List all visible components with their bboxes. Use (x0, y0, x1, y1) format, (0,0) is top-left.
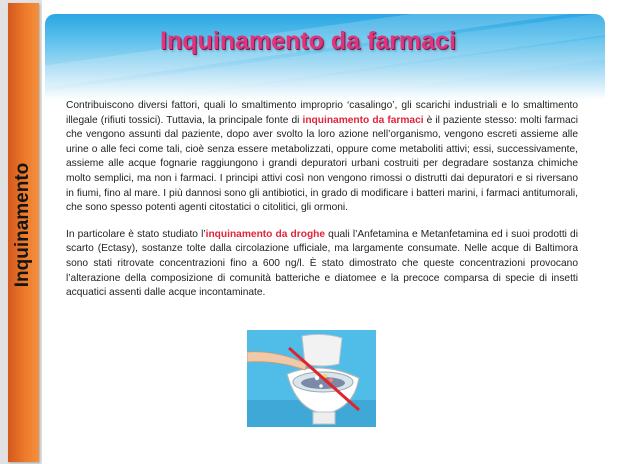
paragraph-2-text-b: quali l’Anfetamina e Metanfetamina ed i suoi prodotti di scarto (Ectasy), sostanze tolte dalla circolazione ufficiale, ma largamente consumate. Nelle acque di Baltimora sono stati ritrovate concentrazioni fino a 600 ng/l. È stato dimostrato che queste concentrazioni provocano l’alterazione della composizione di comunità batteriche e diatomee e la precoce comparsa di specie di insetti acquatici assenti dalle acque incontaminate. (66, 228, 578, 299)
toilet-illustration (247, 330, 376, 427)
paragraph-1-text-a: Contribuiscono diversi fattori, quali lo smaltimento improprio ‘casalingo’, gli scarichi industriali e lo smaltimento illegale (rifiuti tossici). Tuttavia, la principale fonte di (66, 100, 578, 126)
paragraph-2 (66, 228, 578, 301)
slide-title: Inquinamento da farmaci (160, 27, 456, 55)
toilet-pills-photo (247, 330, 376, 427)
highlight-inquinamento-farmaci: inquinamento da farmaci (302, 114, 424, 126)
paragraph-1 (66, 99, 578, 216)
highlight-inquinamento-droghe: inquinamento da droghe (205, 228, 326, 240)
paragraph-1-text-b: è il paziente stesso: molti farmaci che vengono assunti dal paziente, dopo aver svolto la loro azione nell’organismo, vengono escreti assieme alle urine o alle feci come tali, cioè senza essere metabolizzati, oppure come metaboliti attivi; essi, successivamente, assieme alle acque fognarie raggiungono i grandi depuratori urbani costruiti per degradare sostanza chimiche molto semplici, ma non i farmaci. I principi attivi così non vengono rimossi o distrutti dai depuratori e si riversano in fiumi, fino al mare. I più dannosi sono gli antibiotici, in grado di modificare i batteri marini, i farmaci antitumorali, che sono spesso potenti agenti citostatici o citolitici, gli ormoni. (66, 114, 578, 214)
body-text (66, 99, 578, 313)
paragraph-2-text-a: In particolare è stato studiato l’ (66, 228, 206, 240)
sidebar-label: Inquinamento (12, 162, 33, 288)
sidebar-panel (0, 0, 42, 464)
